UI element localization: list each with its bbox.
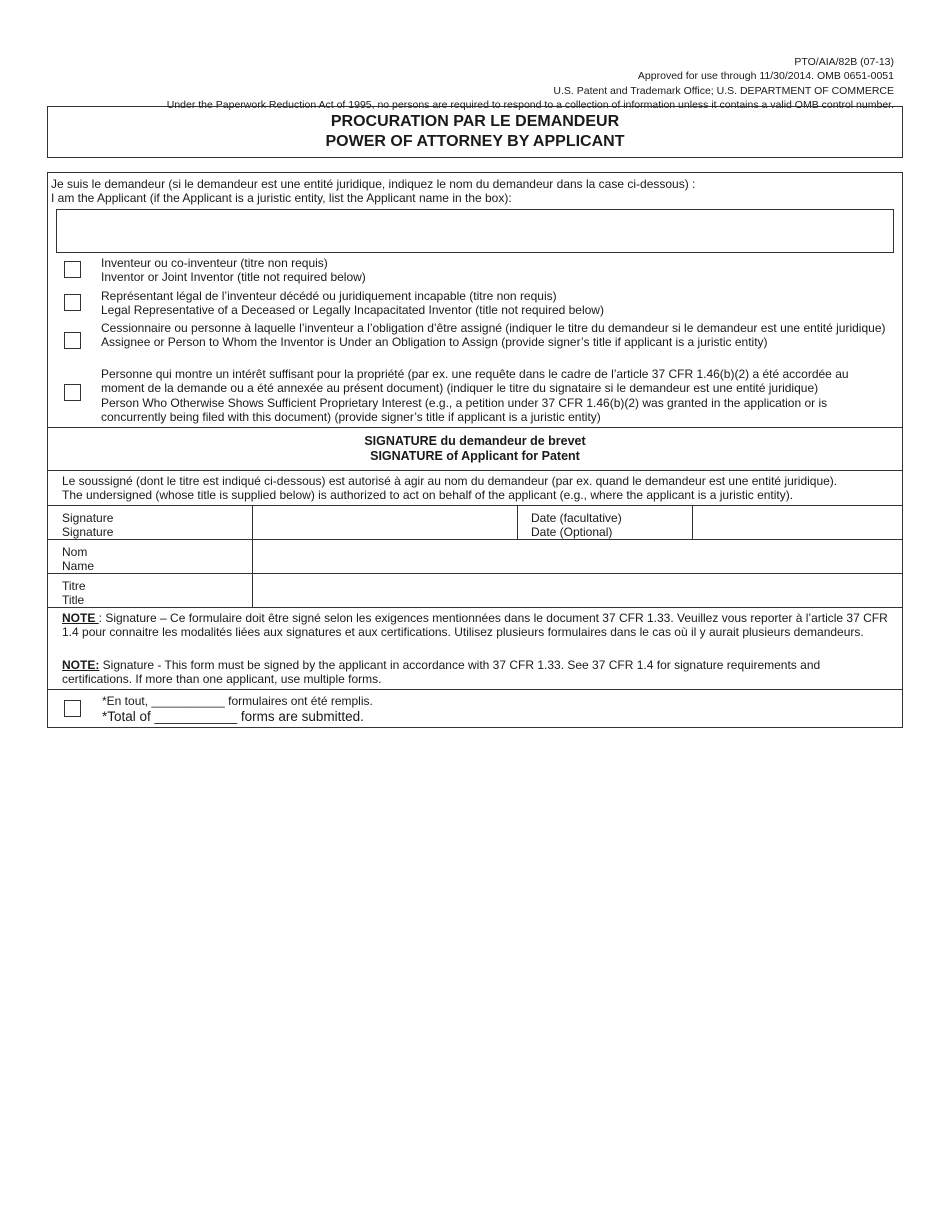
inventor-option [101, 256, 891, 285]
form-number: PTO/AIA/82B (07-13) [794, 56, 894, 68]
name-row [48, 539, 902, 573]
total-forms-fr: *En tout, ___________ formulaires ont été remplis. [102, 694, 373, 708]
signature-heading-fr: SIGNATURE du demandeur de brevet [364, 434, 586, 448]
form-header [167, 55, 894, 112]
legal-representative-option-en: Legal Representative of a Deceased or Legally Incapacitated Inventor (title not required below) [101, 303, 604, 318]
legal-representative-option-fr: Représentant légal de l’inventeur décédé ou juridiquement incapable (titre non requis) [101, 289, 557, 303]
proprietary-interest-option [101, 367, 891, 425]
title-label-en: Title [62, 593, 85, 608]
name-label [62, 545, 94, 574]
form-title-box [47, 106, 903, 158]
proprietary-interest-checkbox[interactable] [64, 384, 81, 401]
total-forms-row [48, 689, 902, 727]
proprietary-interest-option-fr: Personne qui montre un intérêt suffisant pour la propriété (par ex. une requête dans le cadre de l’article 37 CFR 1.46(b)(2) a été accordée au moment de la demande ou a été annexée au présent document) (indiquer le titre du signataire si le demandeur est une entité juridique) [101, 367, 849, 396]
signature-label-fr: Signature [62, 511, 114, 525]
date-label [531, 511, 622, 540]
date-field[interactable] [693, 506, 902, 539]
assignee-checkbox[interactable] [64, 332, 81, 349]
inventor-checkbox[interactable] [64, 261, 81, 278]
title-label [62, 579, 86, 608]
name-label-fr: Nom [62, 545, 88, 559]
applicant-form [47, 172, 903, 728]
signature-heading [48, 427, 902, 470]
assignee-option [101, 321, 891, 350]
signature-label [62, 511, 113, 540]
applicant-intro [51, 177, 695, 206]
signature-heading-en: SIGNATURE of Applicant for Patent [370, 449, 580, 463]
signature-field[interactable] [253, 506, 517, 539]
applicant-name-input[interactable] [57, 210, 893, 252]
omb-approval: Approved for use through 11/30/2014. OMB 0651-0051 [637, 70, 894, 83]
name-field[interactable] [253, 540, 902, 573]
form-title-fr: PROCURATION PAR LE DEMANDEUR [330, 113, 620, 130]
applicant-intro-fr: Je suis le demandeur (si le demandeur est une entité juridique, indiquez le nom du demandeur dans la case ci-dessous) : [51, 177, 696, 191]
note-fr-text: : Signature – Ce formulaire doit être signé selon les exigences mentionnées dans le document 37 CFR 1.33. Veuillez vous reporter à l’article 37 CFR 1.4 pour connaitre les modalités liées aux signatures et aux certifications. Utilisez plusieurs formulaires dans le cas où il y aurait plusieurs demandeurs. [62, 611, 888, 640]
authorization-fr: Le soussigné (dont le titre est indiqué ci-dessous) est autorisé à agir au nom du demandeur (par ex. quand le demandeur est une entité juridique). [62, 474, 838, 488]
note-fr [62, 611, 892, 640]
authorization-statement [48, 470, 902, 505]
legal-representative-option [101, 289, 891, 318]
proprietary-interest-option-en: Person Who Otherwise Shows Sufficient Proprietary Interest (e.g., a petition under 37 CFR 1.46(b)(2) was granted in the application or is concurrently being filed with this document) (provide signer’s title if applicant is a juristic entity) [101, 395, 828, 425]
authorization-en: The undersigned (whose title is supplied below) is authorized to act on behalf of the applicant (e.g., where the applicant is a juristic entity). [62, 488, 794, 503]
note-en-text: Signature - This form must be signed by the applicant in accordance with 37 CFR 1.33. See 37 CFR 1.4 for signature requirements and certifications. If more than one applicant, use multiple forms. [62, 658, 821, 687]
applicant-intro-en: I am the Applicant (if the Applicant is a juristic entity, list the Applicant name in the box): [51, 191, 512, 206]
applicant-name-box[interactable] [56, 209, 894, 253]
title-label-fr: Titre [62, 579, 86, 593]
date-label-en: Date (Optional) [531, 525, 613, 540]
assignee-option-en: Assignee or Person to Whom the Inventor is Under an Obligation to Assign (provide signer’s title if applicant is a juristic entity) [101, 335, 768, 350]
name-label-en: Name [62, 559, 95, 574]
signature-label-en: Signature [62, 525, 114, 540]
assignee-option-fr: Cessionnaire ou personne à laquelle l’inventeur a l’obligation d’être assigné (indiquer le titre du demandeur si le demandeur est une entité juridique) [101, 321, 886, 335]
legal-representative-checkbox[interactable] [64, 294, 81, 311]
total-forms-text [102, 694, 373, 725]
title-field[interactable] [253, 574, 902, 607]
title-row [48, 573, 902, 607]
inventor-option-en: Inventor or Joint Inventor (title not required below) [101, 270, 366, 285]
paperwork-notice: Under the Paperwork Reduction Act of 1995, no persons are required to respond to a collection of information unless it contains a valid OMB control number. [166, 98, 894, 111]
note-fr-label: NOTE [62, 611, 99, 625]
total-forms-en: *Total of ___________ forms are submitted. [102, 709, 364, 724]
note-en [62, 658, 892, 687]
date-label-fr: Date (facultative) [531, 511, 622, 525]
inventor-option-fr: Inventeur ou co-inventeur (titre non requis) [101, 256, 328, 270]
note-en-label: NOTE: [62, 658, 100, 672]
agency-name: U.S. Patent and Trademark Office; U.S. DEPARTMENT OF COMMERCE [553, 84, 894, 97]
signature-row [48, 505, 902, 539]
notes-section [48, 607, 902, 689]
form-title-en: POWER OF ATTORNEY BY APPLICANT [325, 133, 625, 150]
total-forms-checkbox[interactable] [64, 700, 81, 717]
